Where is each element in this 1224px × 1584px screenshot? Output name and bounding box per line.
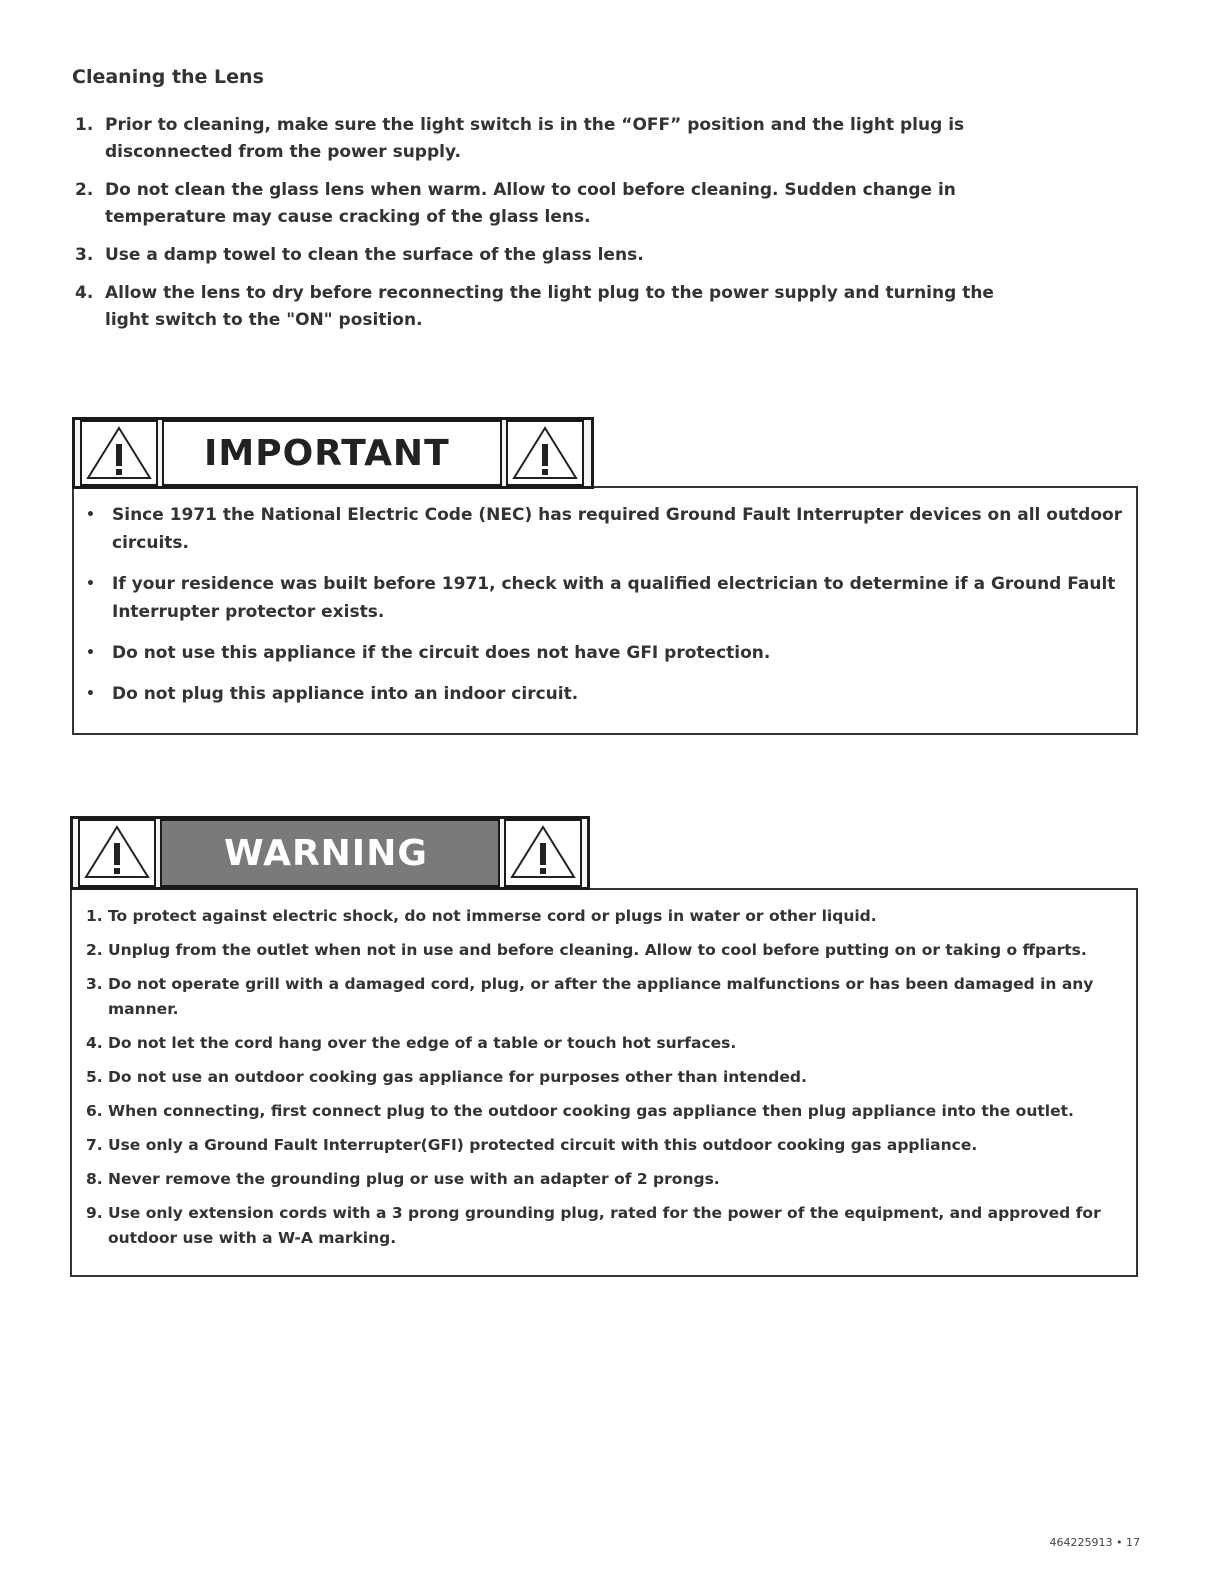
cleaning-steps — [72, 112, 1032, 345]
warning-banner — [70, 816, 590, 890]
bullet-item: • Do not plug this appliance into an indoor circuit. — [84, 680, 1124, 708]
step-item: 4. Allow the lens to dry before reconnecting the light plug to the power supply and turning the light switch to the "ON" position. — [75, 283, 994, 330]
section-title: Cleaning the Lens — [72, 66, 264, 88]
bullet-item: • Since 1971 the National Electric Code (NEC) has required Ground Fault Interrupter devices on all outdoor circuits. — [84, 501, 1124, 557]
page-footer: 464225913 • 17 — [1049, 1536, 1140, 1549]
warning-item: 9. Use only extension cords with a 3 prong grounding plug, rated for the power of the equipment, and approved for outdoor use with a W-A marking. — [86, 1204, 1101, 1247]
warning-triangle-icon — [506, 420, 584, 486]
warning-item: 6. When connecting, first connect plug to the outdoor cooking gas appliance then plug appliance into the outlet. — [86, 1102, 1074, 1120]
step-item: 2. Do not clean the glass lens when warm. Allow to cool before cleaning. Sudden change in temperature may cause cracking of the glass lens. — [75, 180, 956, 227]
warning-label: WARNING — [224, 832, 428, 874]
warning-item: 2. Unplug from the outlet when not in use and before cleaning. Allow to cool before putting on or taking o ffparts. — [86, 941, 1087, 959]
warning-item: 5. Do not use an outdoor cooking gas appliance for purposes other than intended. — [86, 1068, 807, 1086]
important-label: IMPORTANT — [204, 432, 450, 474]
important-bullets — [84, 501, 1124, 721]
bullet-item: • Do not use this appliance if the circuit does not have GFI protection. — [84, 639, 1124, 667]
warning-items — [82, 904, 1122, 1260]
warning-item: 8. Never remove the grounding plug or use with an adapter of 2 prongs. — [86, 1170, 720, 1188]
important-banner — [72, 417, 594, 489]
bullet-item: • If your residence was built before 1971, check with a qualified electrician to determine if a Ground Fault Interrupter protector exists. — [84, 570, 1124, 626]
warning-triangle-icon — [78, 819, 156, 887]
warning-label-box — [160, 819, 500, 887]
warning-item: 1. To protect against electric shock, do not immerse cord or plugs in water or other liquid. — [86, 907, 877, 925]
warning-triangle-icon — [504, 819, 582, 887]
important-label-box — [162, 420, 502, 486]
warning-item: 7. Use only a Ground Fault Interrupter(GFI) protected circuit with this outdoor cooking gas appliance. — [86, 1136, 978, 1154]
step-item: 1. Prior to cleaning, make sure the light switch is in the “OFF” position and the light plug is disconnected from the power supply. — [75, 115, 965, 162]
warning-item: 4. Do not let the cord hang over the edge of a table or touch hot surfaces. — [86, 1034, 737, 1052]
warning-item: 3. Do not operate grill with a damaged cord, plug, or after the appliance malfunctions or has been damaged in any manner. — [86, 975, 1094, 1018]
warning-triangle-icon — [80, 420, 158, 486]
step-item: 3. Use a damp towel to clean the surface of the glass lens. — [75, 245, 644, 265]
